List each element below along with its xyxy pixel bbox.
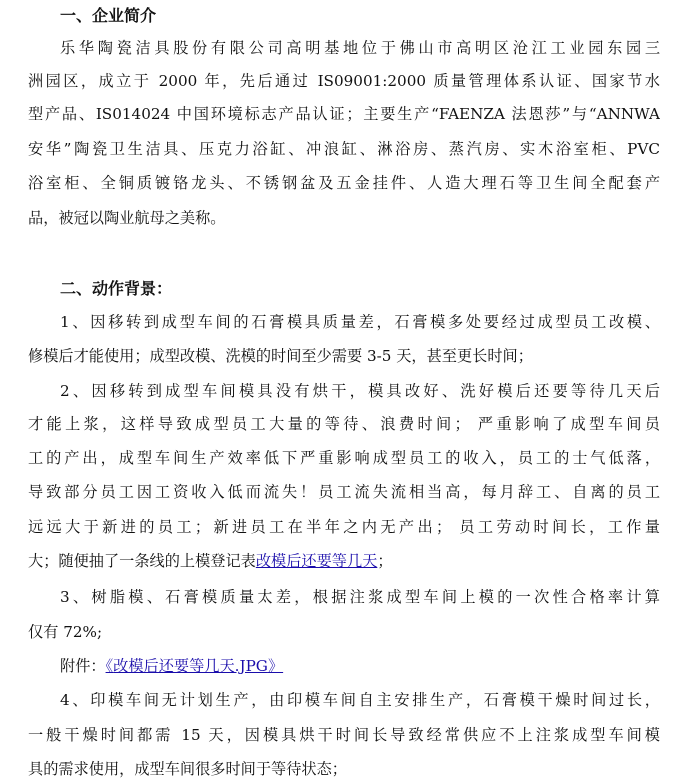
paragraph-line: 2、因移转到成型车间模具没有烘干，模具改好、洗好模后还要等待几天后 [60,382,660,400]
paragraph-line: 3、树脂模、石膏模质量太差，根据注浆成型车间上模的一次性合格率计算 [60,588,660,606]
attachment-line [60,655,660,677]
paragraph-text: 大；随便抽了一条线的上模登记表 [28,552,256,570]
paragraph-line: 1、因移转到成型车间的石膏模具质量差，石膏模多处要经过成型员工改模、 [60,313,660,331]
attachment-label: 附件： [60,657,106,675]
paragraph-line: 安华”陶瓷卫生洁具、压克力浴缸、冲浪缸、淋浴房、蒸汽房、实木浴室柜、PVC [28,140,660,158]
paragraph-line: 仅有 72%; [28,623,103,641]
attachment-file-link[interactable]: 改模后还要等几天.JPG [113,657,268,675]
paragraph-line: 修模后才能使用；成型改模、洗模的时间至少需要 3-5 天，甚至更长时间； [28,347,533,365]
paragraph-line: 乐华陶瓷洁具股份有限公司高明基地位于佛山市高明区沧江工业园东园三 [60,39,660,57]
paragraph-line: 工的产出，成型车间生产效率低下严重影响成型员工的收入，员工的士气低落， [28,449,660,467]
paragraph-line: 型产品、IS014024 中国环境标志产品认证；主要生产“FAENZA 法恩莎”与“ANNWA [28,105,660,123]
paragraph-line: 4、印模车间无计划生产，由印模车间自主安排生产，石膏模干燥时间过长， [60,691,660,709]
paragraph-line [28,550,660,572]
paragraph-line: 浴室柜、全铜质镀铬龙头、不锈钢盆及五金挂件、人造大理石等卫生间全配套产 [28,174,660,192]
paragraph-text: ； [377,552,393,570]
paragraph-line: 才能上浆，这样导致成型员工大量的等待、浪费时间； 严重影响了成型车间员 [28,415,660,433]
paragraph-line: 具的需求使用，成型车间很多时间于等待状态； [28,760,347,778]
paragraph-line: 远远大于新进的员工；新进员工在半年之内无产出； 员工劳动时间长，工作量 [28,518,660,536]
paragraph-line: 品，被冠以陶业航母之美称。 [28,209,226,227]
attachment-bracket-open[interactable]: 《 [105,657,114,675]
paragraph-line: 洲园区，成立于 2000 年，先后通过 IS09001:2000 质量管理体系认证、国家节水 [28,72,660,90]
section-heading-company-intro: 一、企业简介 [60,6,157,25]
paragraph-line: 一般干燥时间都需 15 天，因模具烘干时间长导致经常供应不上注浆成型车间模 [28,726,660,744]
registration-form-link[interactable]: 改模后还要等几天 [255,552,378,570]
attachment-bracket-close[interactable]: 》 [267,657,284,675]
section-heading-background: 二、动作背景： [60,279,173,298]
paragraph-line: 导致部分员工因工资收入低而流失！员工流失流相当高，每月辞工、自离的员工 [28,483,660,501]
